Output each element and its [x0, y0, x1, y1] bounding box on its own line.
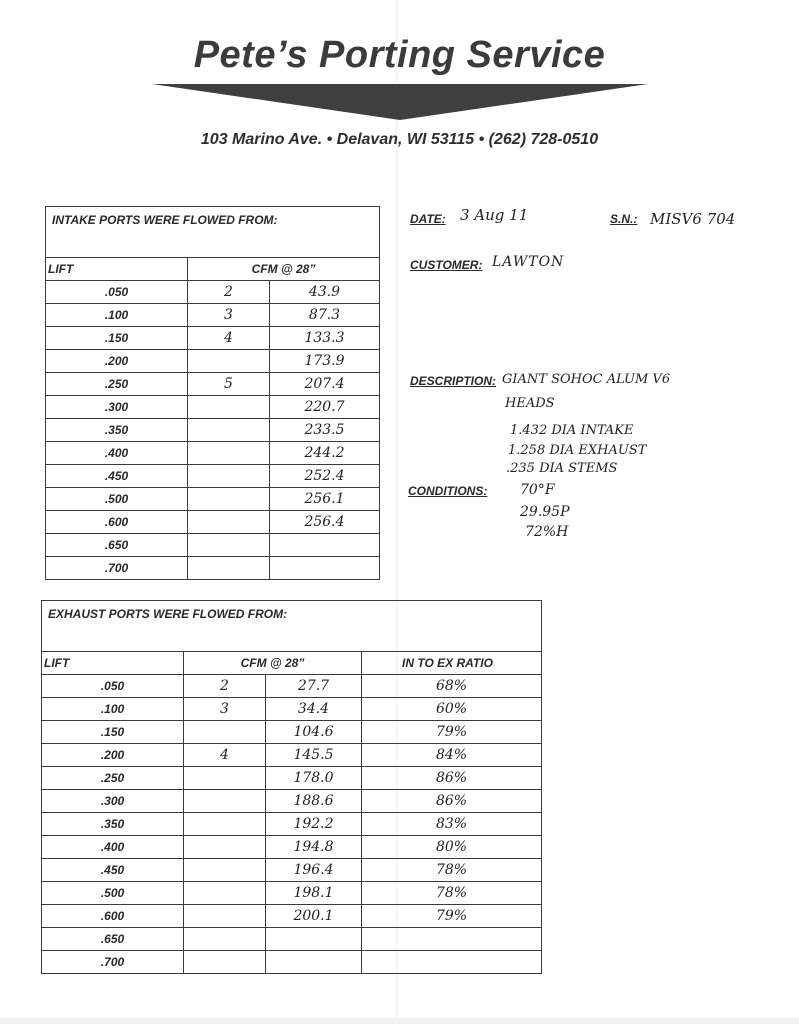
exhaust-lift-cell: .400: [42, 836, 184, 859]
intake-cfm-cell: 220.7: [270, 396, 380, 419]
exhaust-cfm-header: CFM @ 28”: [184, 652, 362, 675]
intake-tally-cell: [188, 511, 270, 534]
exhaust-tally-cell: [184, 905, 266, 928]
exhaust-cfm-cell: 200.1: [266, 905, 362, 928]
exhaust-cfm-cell: 178.0: [266, 767, 362, 790]
exhaust-ratio-cell: 79%: [362, 905, 542, 928]
exhaust-cfm-cell: 104.6: [266, 721, 362, 744]
intake-cfm-cell: 133.3: [270, 327, 380, 350]
exhaust-caption: EXHAUST PORTS WERE FLOWED FROM:: [42, 601, 542, 652]
exhaust-ratio-cell: 83%: [362, 813, 542, 836]
intake-tally-cell: [188, 419, 270, 442]
intake-caption: INTAKE PORTS WERE FLOWED FROM:: [46, 207, 380, 258]
exhaust-rows: [42, 675, 542, 974]
description-line: .235 DIA STEMS: [506, 461, 618, 476]
exhaust-row: [42, 790, 542, 813]
intake-row: [46, 373, 380, 396]
intake-tally-cell: [188, 488, 270, 511]
exhaust-ratio-cell: 86%: [362, 767, 542, 790]
intake-lift-cell: .500: [46, 488, 188, 511]
exhaust-tally-cell: [184, 790, 266, 813]
exhaust-cfm-cell: 34.4: [266, 698, 362, 721]
exhaust-lift-cell: .350: [42, 813, 184, 836]
condition-line: 70°F: [520, 482, 555, 498]
company-address: 103 Marino Ave. • Delavan, WI 53115 • (262) 728-0510: [200, 131, 599, 148]
exhaust-ratio-cell: [362, 951, 542, 974]
exhaust-row: [42, 859, 542, 882]
exhaust-cfm-cell: 192.2: [266, 813, 362, 836]
exhaust-cfm-cell: [266, 928, 362, 951]
exhaust-row: [42, 905, 542, 928]
intake-lift-cell: .100: [46, 304, 188, 327]
intake-lift-cell: .600: [46, 511, 188, 534]
exhaust-ratio-cell: 84%: [362, 744, 542, 767]
intake-lift-cell: .300: [46, 396, 188, 419]
exhaust-ratio-cell: 68%: [362, 675, 542, 698]
exhaust-row: [42, 698, 542, 721]
intake-row: [46, 350, 380, 373]
intake-lift-cell: .200: [46, 350, 188, 373]
intake-row: [46, 304, 380, 327]
exhaust-tally-cell: [184, 813, 266, 836]
exhaust-cfm-cell: 198.1: [266, 882, 362, 905]
intake-cfm-cell: 244.2: [270, 442, 380, 465]
description-line: 1.258 DIA EXHAUST: [508, 443, 647, 458]
intake-tally-cell: [188, 465, 270, 488]
exhaust-lift-cell: .650: [42, 928, 184, 951]
exhaust-cfm-cell: 196.4: [266, 859, 362, 882]
intake-lift-header: LIFT: [46, 258, 188, 281]
intake-tally-cell: 2: [188, 281, 270, 304]
intake-row: [46, 534, 380, 557]
intake-cfm-cell: 173.9: [270, 350, 380, 373]
intake-row: [46, 557, 380, 580]
intake-cfm-cell: 207.4: [270, 373, 380, 396]
intake-row: [46, 488, 380, 511]
intake-cfm-cell: [270, 534, 380, 557]
customer-value: LAWTON: [492, 254, 565, 270]
company-title: Pete’s Porting Service: [193, 34, 606, 76]
exhaust-ratio-cell: 78%: [362, 859, 542, 882]
exhaust-lift-cell: .050: [42, 675, 184, 698]
exhaust-lift-cell: .600: [42, 905, 184, 928]
exhaust-ratio-cell: 86%: [362, 790, 542, 813]
description-label: DESCRIPTION:: [410, 374, 497, 388]
exhaust-row: [42, 836, 542, 859]
intake-tally-cell: [188, 350, 270, 373]
exhaust-tally-cell: 4: [184, 744, 266, 767]
intake-rows: [46, 281, 380, 580]
exhaust-ratio-cell: [362, 928, 542, 951]
exhaust-cfm-cell: 145.5: [266, 744, 362, 767]
exhaust-ratio-cell: 60%: [362, 698, 542, 721]
date-value: 3 Aug 11: [460, 206, 529, 224]
exhaust-row: [42, 675, 542, 698]
exhaust-cfm-cell: 194.8: [266, 836, 362, 859]
intake-cfm-cell: 233.5: [270, 419, 380, 442]
scan-edge: [0, 1018, 799, 1024]
exhaust-tally-cell: [184, 767, 266, 790]
intake-tally-cell: 3: [188, 304, 270, 327]
intake-row: [46, 465, 380, 488]
exhaust-lift-cell: .200: [42, 744, 184, 767]
description-line: HEADS: [505, 396, 555, 411]
exhaust-cfm-cell: 27.7: [266, 675, 362, 698]
exhaust-cfm-cell: [266, 951, 362, 974]
exhaust-row: [42, 882, 542, 905]
date-label: DATE:: [410, 212, 446, 226]
intake-lift-cell: .450: [46, 465, 188, 488]
exhaust-row: [42, 721, 542, 744]
intake-tally-cell: [188, 557, 270, 580]
intake-tally-cell: [188, 442, 270, 465]
exhaust-ratio-cell: 79%: [362, 721, 542, 744]
intake-lift-cell: .650: [46, 534, 188, 557]
exhaust-row: [42, 744, 542, 767]
intake-tally-cell: [188, 534, 270, 557]
intake-row: [46, 281, 380, 304]
exhaust-ratio-header: IN TO EX RATIO: [362, 652, 542, 675]
exhaust-lift-cell: .300: [42, 790, 184, 813]
intake-cfm-cell: 43.9: [270, 281, 380, 304]
exhaust-tally-cell: [184, 836, 266, 859]
intake-flow-table: [45, 206, 380, 580]
exhaust-lift-cell: .150: [42, 721, 184, 744]
intake-cfm-cell: [270, 557, 380, 580]
exhaust-tally-cell: [184, 951, 266, 974]
exhaust-row: [42, 951, 542, 974]
intake-cfm-cell: 256.4: [270, 511, 380, 534]
intake-lift-cell: .050: [46, 281, 188, 304]
exhaust-lift-cell: .700: [42, 951, 184, 974]
intake-cfm-header: CFM @ 28”: [188, 258, 380, 281]
exhaust-row: [42, 928, 542, 951]
banner-chevron-icon: [152, 84, 648, 120]
intake-tally-cell: 5: [188, 373, 270, 396]
exhaust-lift-cell: .450: [42, 859, 184, 882]
intake-row: [46, 327, 380, 350]
customer-label: CUSTOMER:: [410, 258, 483, 272]
intake-lift-cell: .400: [46, 442, 188, 465]
exhaust-tally-cell: [184, 882, 266, 905]
exhaust-lift-cell: .100: [42, 698, 184, 721]
intake-row: [46, 511, 380, 534]
exhaust-lift-cell: .250: [42, 767, 184, 790]
exhaust-tally-cell: [184, 721, 266, 744]
conditions-label: CONDITIONS:: [408, 484, 488, 498]
serial-number-value: MISV6 704: [650, 210, 736, 228]
serial-number-label: S.N.:: [610, 212, 638, 226]
exhaust-tally-cell: [184, 859, 266, 882]
intake-lift-cell: .150: [46, 327, 188, 350]
description-line: 1.432 DIA INTAKE: [510, 423, 634, 438]
exhaust-ratio-cell: 78%: [362, 882, 542, 905]
exhaust-tally-cell: [184, 928, 266, 951]
intake-row: [46, 396, 380, 419]
exhaust-row: [42, 813, 542, 836]
exhaust-ratio-cell: 80%: [362, 836, 542, 859]
exhaust-lift-cell: .500: [42, 882, 184, 905]
exhaust-flow-table: [41, 600, 542, 974]
exhaust-cfm-cell: 188.6: [266, 790, 362, 813]
intake-lift-cell: .350: [46, 419, 188, 442]
exhaust-tally-cell: 3: [184, 698, 266, 721]
intake-cfm-cell: 256.1: [270, 488, 380, 511]
intake-cfm-cell: 252.4: [270, 465, 380, 488]
intake-cfm-cell: 87.3: [270, 304, 380, 327]
intake-lift-cell: .700: [46, 557, 188, 580]
exhaust-row: [42, 767, 542, 790]
condition-line: 29.95P: [520, 504, 570, 520]
intake-tally-cell: 4: [188, 327, 270, 350]
intake-row: [46, 442, 380, 465]
intake-lift-cell: .250: [46, 373, 188, 396]
condition-line: 72%H: [525, 524, 569, 540]
intake-tally-cell: [188, 396, 270, 419]
exhaust-lift-header: LIFT: [42, 652, 184, 675]
description-line: GIANT SOHOC ALUM V6: [502, 372, 671, 387]
exhaust-tally-cell: 2: [184, 675, 266, 698]
intake-row: [46, 419, 380, 442]
